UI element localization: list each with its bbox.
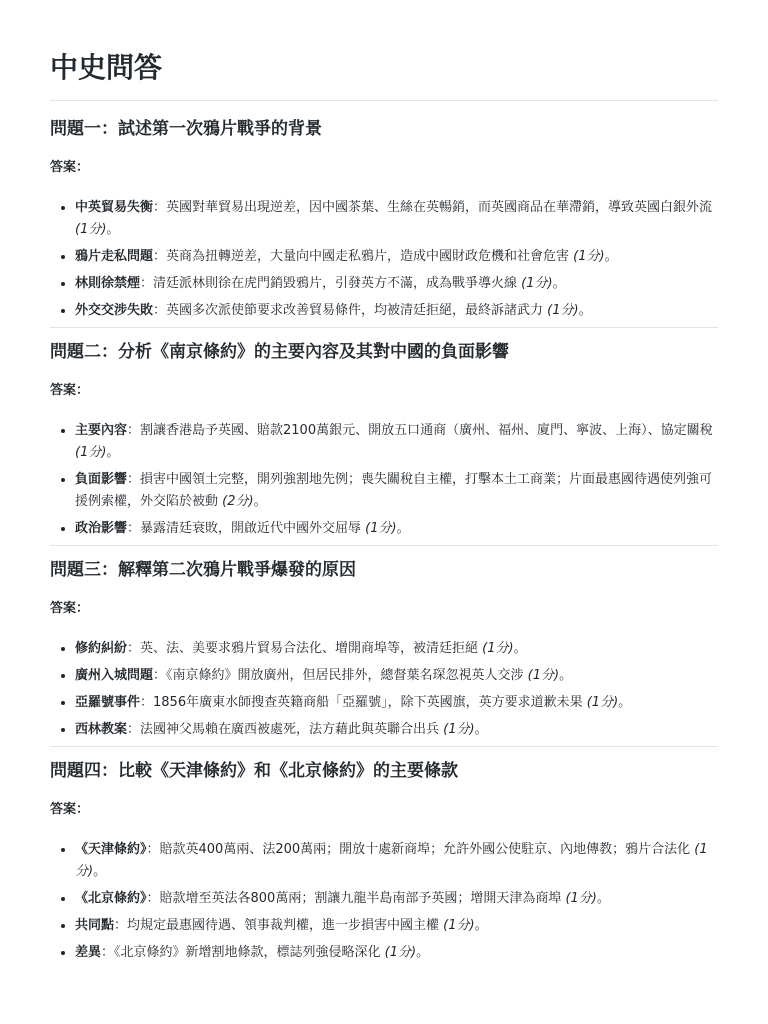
answer-item bbox=[75, 246, 718, 268]
score-mark: (1分) bbox=[565, 891, 597, 906]
answer-term: 林則徐禁煙 bbox=[75, 276, 141, 291]
score-mark: (1分) bbox=[384, 945, 417, 960]
answer-term: 中英貿易失衡 bbox=[75, 200, 154, 215]
score-mark: (1分) bbox=[482, 641, 514, 656]
score-mark: (1分) bbox=[527, 668, 560, 683]
sentence-end: 。 bbox=[578, 303, 592, 318]
answer-term: 《天津條約》 bbox=[75, 842, 147, 857]
answer-term: 廣州入城問題 bbox=[75, 668, 154, 683]
answer-term: 《北京條約》 bbox=[75, 891, 147, 906]
sentence-end: 。 bbox=[93, 864, 107, 879]
score-mark: (1分) bbox=[443, 722, 475, 737]
answer-item bbox=[75, 665, 718, 687]
answer-item bbox=[75, 942, 718, 964]
score-mark: (1分) bbox=[547, 303, 579, 318]
answer-label: 答案： bbox=[50, 383, 90, 398]
answer-term: 共同點 bbox=[75, 918, 115, 933]
answer-term: 差異 bbox=[75, 945, 102, 960]
answer-text: ：賠款英400萬兩、法200萬兩；開放十處新商埠；允許外國公使駐京、內地傳教；鴉片合法化 bbox=[146, 842, 695, 857]
answer-text: ：賠款增至英法各800萬兩；割讓九龍半島南部予英國；增開天津為商埠 bbox=[146, 891, 566, 906]
answer-list bbox=[50, 197, 718, 322]
answer-text: ：英、法、美要求鴉片貿易合法化、增開商埠等，被清廷拒絕 bbox=[127, 641, 483, 656]
answer-term: 西林教案 bbox=[75, 722, 128, 737]
answer-term: 亞羅號事件 bbox=[75, 695, 141, 710]
question-heading: 問題四：比較《天津條約》和《北京條約》的主要條款 bbox=[50, 761, 458, 781]
answer-item bbox=[75, 692, 718, 714]
answer-item bbox=[75, 719, 718, 741]
sentence-end: 。 bbox=[596, 891, 610, 906]
score-mark: (2分) bbox=[222, 494, 254, 509]
score-mark: (1分) bbox=[573, 249, 605, 264]
answer-item bbox=[75, 420, 718, 464]
sentence-end: 。 bbox=[253, 494, 267, 509]
answer-item bbox=[75, 273, 718, 295]
answer-text: ：英國多次派使節要求改善貿易條件，均被清廷拒絕，最終訴諸武力 bbox=[153, 303, 548, 318]
score-mark: (1分) bbox=[75, 222, 107, 237]
answer-item bbox=[75, 839, 718, 883]
answer-text: ：1856年廣東水師搜查英籍商船「亞羅號」，除下英國旗，英方要求道歉未果 bbox=[140, 695, 587, 710]
answer-item bbox=[75, 300, 718, 322]
answer-text: ：均規定最惠國待遇、領事裁判權，進一步損害中國主權 bbox=[114, 918, 444, 933]
answer-list bbox=[50, 839, 718, 964]
answer-label: 答案： bbox=[50, 160, 90, 175]
score-mark: (1分) bbox=[521, 276, 553, 291]
question-section bbox=[50, 759, 718, 964]
answer-text: ：《南京條約》開放廣州，但居民排外，總督葉名琛忽視英人交涉 bbox=[153, 668, 528, 683]
sentence-end: 。 bbox=[604, 249, 618, 264]
page-title: 中史問答 bbox=[50, 50, 718, 101]
answer-text: ：英國對華貿易出現逆差，因中國茶葉、生絲在英暢銷，而英國商品在華滯銷，導致英國白銀外流 bbox=[153, 200, 713, 215]
answer-item bbox=[75, 638, 718, 660]
sentence-end: 。 bbox=[513, 641, 527, 656]
answer-text: ：損害中國領土完整，開列強割地先例；喪失關稅自主權，打擊本土工商業；片面最惠國待遇使列強可援例索權，外交陷於被動 bbox=[75, 472, 713, 509]
answer-text: ：割讓香港島予英國、賠款2100萬銀元、開放五口通商（廣州、福州、廈門、寧波、上海）、協定關稅 bbox=[127, 423, 713, 438]
sentence-end: 。 bbox=[474, 722, 488, 737]
question-section bbox=[50, 117, 718, 328]
sentence-end: 。 bbox=[396, 521, 410, 536]
answer-text: ：《北京條約》新增割地條款，標誌列強侵略深化 bbox=[101, 945, 385, 960]
question-section bbox=[50, 340, 718, 546]
answer-term: 鴉片走私問題 bbox=[75, 249, 154, 264]
sentence-end: 。 bbox=[552, 276, 566, 291]
question-heading: 問題一：試述第一次鴉片戰爭的背景 bbox=[50, 119, 322, 139]
score-mark: (1分) bbox=[75, 842, 708, 879]
score-mark: (1分) bbox=[586, 695, 619, 710]
answer-item bbox=[75, 197, 718, 241]
sentence-end: 。 bbox=[618, 695, 632, 710]
sections-container bbox=[50, 117, 718, 964]
answer-item bbox=[75, 469, 718, 513]
answer-item bbox=[75, 915, 718, 937]
sentence-end: 。 bbox=[106, 445, 120, 460]
answer-list bbox=[50, 638, 718, 741]
question-heading: 問題二：分析《南京條約》的主要內容及其對中國的負面影響 bbox=[50, 342, 509, 362]
answer-text: ：清廷派林則徐在虎門銷毀鴉片，引發英方不滿，成為戰爭導火線 bbox=[140, 276, 522, 291]
score-mark: (1分) bbox=[365, 521, 397, 536]
question-heading: 問題三：解釋第二次鴉片戰爭爆發的原因 bbox=[50, 560, 356, 580]
sentence-end: 。 bbox=[474, 918, 488, 933]
sentence-end: 。 bbox=[416, 945, 430, 960]
answer-text: ：法國神父馬賴在廣西被處死，法方藉此與英聯合出兵 bbox=[127, 722, 444, 737]
sentence-end: 。 bbox=[559, 668, 573, 683]
answer-label: 答案： bbox=[50, 802, 90, 817]
answer-term: 修約糾紛 bbox=[75, 641, 128, 656]
answer-text: ：暴露清廷衰敗，開啟近代中國外交屈辱 bbox=[127, 521, 366, 536]
score-mark: (1分) bbox=[75, 445, 107, 460]
answer-term: 主要內容 bbox=[75, 423, 128, 438]
answer-term: 外交交涉失敗 bbox=[75, 303, 154, 318]
answer-item bbox=[75, 888, 718, 910]
answer-item bbox=[75, 518, 718, 540]
question-section bbox=[50, 558, 718, 747]
answer-term: 政治影響 bbox=[75, 521, 128, 536]
answer-label: 答案： bbox=[50, 601, 90, 616]
score-mark: (1分) bbox=[443, 918, 475, 933]
sentence-end: 。 bbox=[106, 222, 120, 237]
answer-list bbox=[50, 420, 718, 540]
answer-term: 負面影響 bbox=[75, 472, 128, 487]
answer-text: ：英商為扭轉逆差，大量向中國走私鴉片，造成中國財政危機和社會危害 bbox=[153, 249, 574, 264]
